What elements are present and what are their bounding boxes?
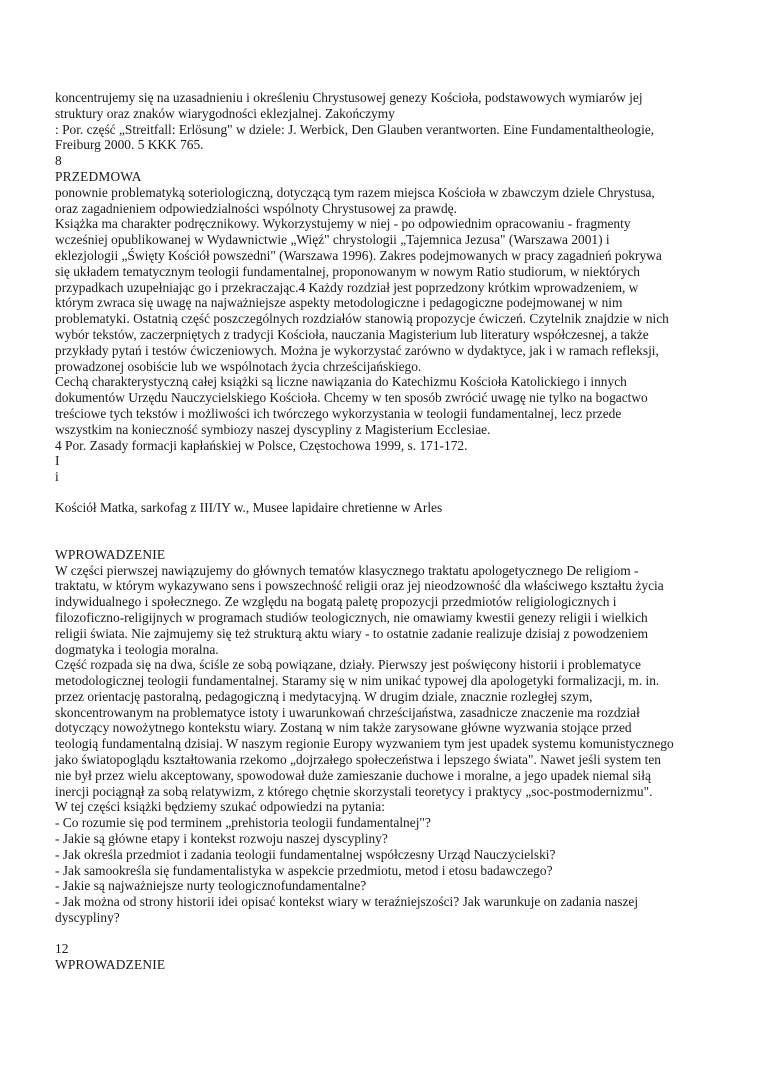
document-page [55, 90, 735, 972]
questions-intro: W tej części książki będziemy szukać odpowiedzi na pytania: [55, 799, 385, 815]
running-header: WPROWADZENIE [55, 956, 166, 972]
section-heading: WPROWADZENIE [55, 546, 166, 562]
spacer [55, 926, 735, 941]
intro-continuation: koncentrujemy się na uzasadnieniu i określeniu Chrystusowej genezy Kościoła, podstawowych wymiarów jej struktury oraz znaków wiarygodności eklezjalnej. Zakończymy [55, 90, 643, 121]
marker-lowercase-i: i [55, 469, 59, 485]
marker-roman-one: I [55, 453, 60, 469]
list-item: - Jak można od strony historii idei opisać kontekst wiary w teraźniejszości? Jak warunkuje on zadania naszej dyscypliny? [55, 894, 639, 926]
list-item: - Jak określa przedmiot i zadania teologii fundamentalnej współczesny Urząd Nauczycielski? [55, 846, 556, 862]
preface-paragraph-3: Cechą charakterystyczną całej książki są liczne nawiązania do Katechizmu Kościoła Katolickiego i innych dokumentów Urzędu Nauczycielskiego Kościoła. Chcemy w ten sposób zwrócić uwagę nie tylko na bogactwo treściowe tych tekstów i możliwości ich twórczego wykorzystania w teologii fundamentalnej, lecz przede wszystkim na konieczność symbiozy naszej dyscypliny z Magisterium Ecclesiae. [55, 374, 648, 437]
preface-paragraph-1: ponownie problematyką soteriologiczną, dotyczącą tym razem miejsca Kościoła w zbawczym dziele Chrystusa, oraz zagadnieniem odpowiedzialności wspólnoty Chrystusowej za prawdę. [55, 184, 655, 216]
footnote-5: : Por. część „Streitfall: Erlösung" w dziele: J. Werbick, Den Glauben verantworten. Eine Fundamentaltheologie, Freiburg 2000. 5 KKK 765. [55, 121, 655, 153]
intro-paragraph-2: Część rozpada się na dwa, ściśle ze sobą powiązane, działy. Pierwszy jest poświęcony historii i problematyce metodologicznej teologii fundamentalnej. Staramy się w nim unikać typowej dla apologetyki formalizacji, m. in. przez orientację pastoralną, pedagogiczną i medytacyjną. W drugim dziale, znacznie rozległej szym, skoncentrowanym na problematyce istoty i uwarunkowań chrześcijaństwa, zasadnicze znaczenie ma rozdział dotyczący nowożytnego kontekstu wiary. Zostaną w nim także zarysowane główne wyzwania stojące przed teologią fundamentalną dzisiaj. W naszym regionie Europy wyzwaniem tym jest upadek systemu komunistycznego jako światopoglądu kształtowania rzekomo „dojrzałego społeczeństwa i lepszego świata". Nawet jeśli system ten nie był przez wielu akceptowany, spowodował duże zamieszanie duchowe i moralne, a jego upadek niemal siłą inercji pociągnął za sobą relatywizm, z którego chętnie skorzystali teoretycy i praktycy „soc-postmodernizmu". [55, 657, 674, 799]
intro-paragraph-1: W części pierwszej nawiązujemy do głównych tematów klasycznego traktatu apologetycznego De religiom - traktatu, w którym wykazywano sens i powszechność religii oraz jej nieodzowność dla właściwego kształtu życia indywidualnego i społecznego. Ze względu na bogatą paletę propozycji przedmiotów religiologicznych i filozoficzno-religijnych w programach studiów teologicznych, nie omawiamy kwestii genezy religii i wielkich religii świata. Nie zajmujemy się też strukturą aktu wiary - to ostatnie zadanie realizuje dzisiaj z powodzeniem dogmatyka i teologia moralna. [55, 562, 664, 657]
preface-paragraph-2: Książka ma charakter podręcznikowy. Wykorzystujemy w niej - po odpowiednim opracowaniu - fragmenty wcześniej opublikowanej w Wydawnictwie „Więź" chrystologii „Tajemnica Jezusa" (Warszawa 2001) i eklezjologii „Święty Kościół powszedni" (Warszawa 1996). Zakres podejmowanych w pracy zagadnień pokrywa się układem tematycznym teologii fundamentalnej, proponowanym w nowym Ratio studiorum, w niektórych przypadkach uzupełniając go i przekraczając.4 Każdy rozdział jest poprzedzony krótkim wprowadzeniem, w którym zwraca się uwagę na najważniejsze aspekty metodologiczne i pedagogiczne podejmowanej w nim problematyki. Ostatnią część poszczególnych rozdziałów stanowią propozycje ćwiczeń. Czytelnik znajdzie w nich wybór tekstów, zaczerpniętych z tradycji Kościoła, nauczania Magisterium lub literatury współczesnej, a także przykłady pytań i testów ćwiczeniowych. Można je wykorzystać zarówno w dydaktyce, jak i w ramach refleksji, prowadzonej osobiście lub we wspólnotach życia chrześcijańskiego. [55, 216, 669, 374]
spacer [55, 485, 735, 500]
running-header: PRZEDMOWA [55, 168, 142, 184]
image-caption: Kościół Matka, sarkofag z III/IY w., Musee lapidaire chretienne w Arles [55, 499, 443, 515]
list-item: - Jakie są główne etapy i kontekst rozwoju naszej dyscypliny? [55, 831, 388, 847]
list-item: - Co rozumie się pod terminem „prehistoria teologii fundamentalnej"? [55, 815, 431, 831]
footnote-4: 4 Por. Zasady formacji kapłańskiej w Polsce, Częstochowa 1999, s. 171-172. [55, 437, 468, 453]
list-item: - Jak samookreśla się fundamentalistyka w aspekcie przedmiotu, metod i etosu badawczego? [55, 862, 553, 878]
list-item: - Jakie są najważniejsze nurty teologicznofundamentalne? [55, 878, 367, 894]
page-number: 12 [55, 940, 69, 956]
page-number: 8 [55, 153, 62, 169]
spacer [55, 516, 735, 547]
